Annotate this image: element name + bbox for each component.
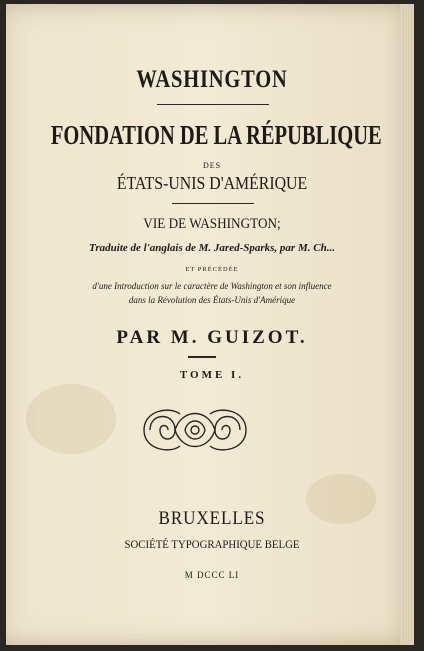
- volume-label: TOME I.: [179, 369, 245, 381]
- life-heading: VIE DE WASHINGTON;: [143, 216, 281, 232]
- preceded-note: ET PRÉCÉDÉE: [185, 266, 239, 273]
- country-name: ÉTATS-UNIS D'AMÉRIQUE: [116, 173, 308, 193]
- introduction-line-1: d'une Introduction sur le caractère de Washington et son influence: [92, 281, 332, 291]
- section-rule: [172, 203, 254, 204]
- author-rule: [188, 356, 216, 358]
- author-line: PAR M. GUIZOT.: [116, 327, 308, 348]
- publication-year: M DCCC LI: [184, 570, 240, 580]
- title-rule: [157, 104, 269, 105]
- book-title: WASHINGTON: [136, 66, 288, 93]
- decorative-ornament: [140, 402, 250, 458]
- introduction-line-2: dans la Révolution des États-Unis d'Amérique: [128, 295, 296, 305]
- book-subtitle: FONDATION DE LA RÉPUBLIQUE: [50, 120, 382, 150]
- subtitle-connector: DES: [202, 161, 222, 170]
- publisher-name: SOCIÉTÉ TYPOGRAPHIQUE BELGE: [124, 537, 300, 551]
- publication-city: BRUXELLES: [158, 508, 266, 529]
- paper-stain: [26, 384, 116, 454]
- translation-note: Traduite de l'anglais de M. Jared-Sparks, par M. Ch...: [89, 242, 335, 254]
